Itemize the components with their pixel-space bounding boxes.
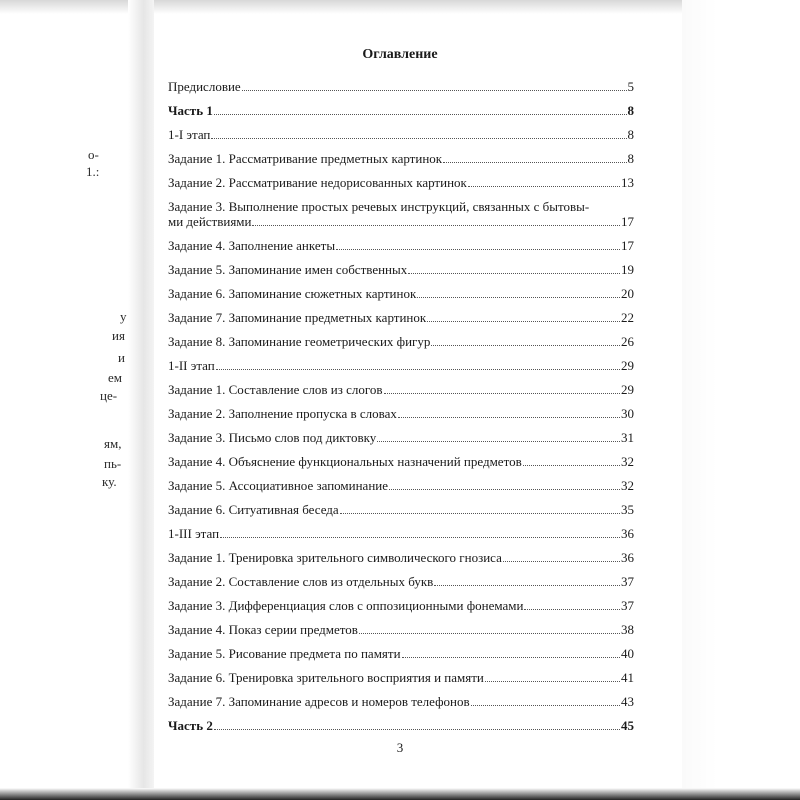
toc-entry-page: 29 [621,358,634,373]
toc-entry-page: 22 [621,310,634,325]
leader-dots [220,526,620,538]
leader-dots [523,454,620,466]
toc-entry-page: 19 [621,262,634,277]
toc-entry [168,262,634,286]
toc-entry-label: Задание 1. Рассматривание предметных картинок [168,151,443,166]
leader-dots [443,151,626,163]
toc-entry-label: Задание 6. Запоминание сюжетных картинок [168,286,417,301]
page-title: Оглавление [362,47,438,62]
toc-entry [168,358,634,382]
toc-entry [168,199,634,238]
toc-entry-label: Задание 7. Запоминание предметных картинок [168,310,427,325]
prev-page-fragment: ем [108,370,122,385]
toc-entry [168,502,634,526]
leader-dots [242,79,627,91]
toc-entry [168,478,634,502]
toc-entry [168,454,634,478]
leader-dots [359,622,620,634]
toc-entry-page: 38 [621,622,634,637]
toc-entry-label: Задание 1. Составление слов из слогов [168,382,383,397]
page-number: 3 [396,740,404,755]
toc-entry-page: 35 [621,502,634,517]
toc-entry-page: 8 [627,103,634,118]
table-of-contents [168,79,634,742]
leader-dots [524,598,620,610]
leader-dots [252,214,620,226]
toc-entry-label: Задание 5. Рисование предмета по памяти [168,646,401,661]
prev-page-fragment: 1.: [86,164,100,179]
toc-entry-label: Задание 8. Запоминание геометрических фигур [168,334,431,349]
toc-entry-label: Задание 3. Выполнение простых речевых инструкций, связанных с бытовы- [168,199,590,214]
toc-entry-label: Задание 3. Письмо слов под диктовку [168,430,377,445]
leader-dots [471,694,620,706]
toc-entry-label: Задание 6. Тренировка зрительного восприятия и памяти [168,670,484,685]
toc-entry-page: 17 [621,238,634,253]
toc-entry-label: Часть 1 [168,103,213,118]
toc-entry [168,151,634,175]
toc-entry [168,382,634,406]
toc-entry-page: 20 [621,286,634,301]
toc-entry-page: 40 [621,646,634,661]
page-right-margin [682,0,800,800]
toc-entry-label: 1-I этап [168,127,211,142]
toc-entry-page: 31 [621,430,634,445]
toc-entry-label: Задание 4. Показ серии предметов [168,622,358,637]
prev-page-fragment: и [118,350,125,365]
toc-entry [168,238,634,262]
leader-dots [336,238,620,250]
toc-entry-page: 32 [621,454,634,469]
toc-entry-page: 37 [621,574,634,589]
toc-entry-page: 29 [621,382,634,397]
leader-dots [485,670,620,682]
toc-entry [168,574,634,598]
contents-page [160,0,680,800]
toc-entry-page: 5 [627,79,634,94]
toc-entry-label: Задание 1. Тренировка зрительного символического гнозиса [168,550,502,565]
toc-entry-page: 36 [621,550,634,565]
toc-entry [168,670,634,694]
prev-page-fragment: о- [88,147,99,162]
toc-entry-label: Задание 4. Заполнение анкеты [168,238,336,253]
toc-entry-page: 32 [621,478,634,493]
toc-entry [168,694,634,718]
leader-dots [377,430,620,442]
toc-entry [168,310,634,334]
toc-entry-label: Задание 2. Рассматривание недорисованных картинок [168,175,467,190]
leader-dots [389,478,620,490]
toc-entry-label: Предисловие [168,79,241,94]
toc-entry-label: Задание 7. Запоминание адресов и номеров телефонов [168,694,470,709]
toc-entry-label: Часть 2 [168,718,213,733]
toc-entry-page: 36 [621,526,634,541]
toc-entry [168,550,634,574]
leader-dots [427,310,620,322]
leader-dots [431,334,620,346]
toc-entry [168,79,634,103]
book-spine [128,0,154,800]
toc-entry [168,334,634,358]
leader-dots [434,574,620,586]
toc-entry-label: Задание 5. Ассоциативное запоминание [168,478,389,493]
toc-entry-label: Задание 2. Составление слов из отдельных букв [168,574,434,589]
leader-dots [216,358,620,370]
toc-entry [168,406,634,430]
toc-entry-page: 17 [621,214,634,229]
toc-entry-page: 43 [621,694,634,709]
leader-dots [417,286,620,298]
toc-entry-page: 26 [621,334,634,349]
toc-entry-page: 45 [621,718,634,733]
toc-entry-label: 1-III этап [168,526,220,541]
leader-dots [211,127,626,139]
leader-dots [340,502,620,514]
leader-dots [402,646,620,658]
leader-dots [384,382,620,394]
toc-entry [168,127,634,151]
toc-entry-label: Задание 3. Дифференциация слов с оппозиционными фонемами [168,598,524,613]
prev-page-fragment: у [120,309,127,324]
toc-entry [168,286,634,310]
toc-entry [168,622,634,646]
toc-entry-label: Задание 4. Объяснение функциональных назначений предметов [168,454,522,469]
toc-entry [168,598,634,622]
toc-entry-page: 8 [627,127,634,142]
toc-entry [168,526,634,550]
toc-entry [168,646,634,670]
toc-entry-page: 13 [621,175,634,190]
toc-entry-label: Задание 6. Ситуативная беседа [168,502,339,517]
leader-dots [398,406,620,418]
toc-entry-label-continued: ми действиями [168,214,252,229]
prev-page-fragment: пь- [104,456,122,471]
toc-entry-label: 1-II этап [168,358,215,373]
toc-entry-label: Задание 5. Запоминание имен собственных [168,262,408,277]
leader-dots [503,550,620,562]
prev-page-fragment: ку. [102,474,117,489]
leader-dots [214,718,620,730]
previous-page-edge [86,0,128,800]
toc-part-entry [168,718,634,742]
toc-entry [168,175,634,199]
toc-entry-page: 30 [621,406,634,421]
prev-page-fragment: це- [100,388,118,403]
leader-dots [214,103,627,115]
toc-entry-page: 37 [621,598,634,613]
toc-entry-page: 41 [621,670,634,685]
toc-entry-page: 8 [627,151,634,166]
scan-bottom-edge [0,788,800,800]
prev-page-fragment: ия [112,328,125,343]
toc-entry-label: Задание 2. Заполнение пропуска в словах [168,406,397,421]
toc-entry [168,430,634,454]
prev-page-fragment: ям, [104,436,122,451]
toc-part-entry [168,103,634,127]
leader-dots [408,262,620,274]
leader-dots [468,175,620,187]
